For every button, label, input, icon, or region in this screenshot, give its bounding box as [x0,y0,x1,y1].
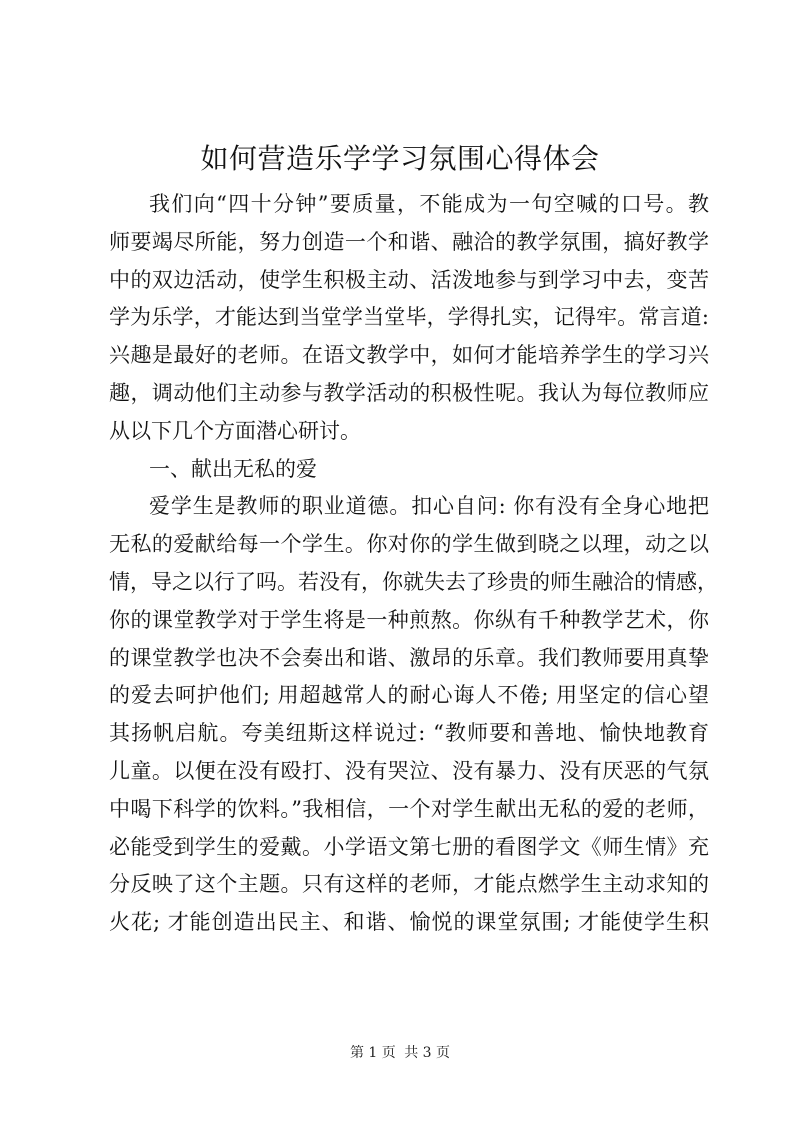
body-line: 从以下几个方面潜心研讨。 [109,418,361,443]
page-total: 共 3 页 [404,1045,451,1061]
body-line: 学为乐学，才能达到当堂学当堂毕，学得扎实，记得牢。常言道: [109,305,709,330]
section-heading: 一、献出无私的爱 [149,456,317,481]
body-line: 情，导之以行了吗。若没有，你就失去了珍贵的师生融洽的情感， [109,569,718,594]
body-line: 中喝下科学的饮料。”我相信，一个对学生献出无私的爱的老师， [109,796,709,821]
document-body [109,186,718,942]
page-footer [0,1043,800,1063]
body-line: 我们向“四十分钟”要质量，不能成为一句空喊的口号。教 [149,192,709,216]
body-line: 中的双边活动，使学生积极主动、活泼地参与到学习中去，变苦 [109,267,709,292]
body-line: 的爱去呵护他们; 用超越常人的耐心诲人不倦; 用坚定的信心望 [109,683,709,708]
body-line: 师要竭尽所能，努力创造一个和谐、融洽的教学氛围，搞好教学 [109,229,709,254]
body-line: 儿童。以便在没有殴打、没有哭泣、没有暴力、没有厌恶的气氛 [109,758,709,783]
page-number: 第 1 页 [349,1045,396,1061]
body-line: 火花; 才能创造出民主、和谐、愉悦的课堂氛围; 才能使学生积 [109,910,709,935]
body-line: 趣，调动他们主动参与教学活动的积极性呢。我认为每位教师应 [109,380,709,405]
body-line: 的课堂教学也决不会奏出和谐、激昂的乐章。我们教师要用真挚 [109,645,709,670]
document-title: 如何营造乐学学习氛围心得体会 [200,142,600,175]
body-line: 无私的爱献给每一个学生。你对你的学生做到晓之以理，动之以 [109,532,709,557]
body-line: 兴趣是最好的老师。在语文教学中，如何才能培养学生的学习兴 [109,343,709,368]
body-line: 必能受到学生的爱戴。小学语文第七册的看图学文《师生情》充 [109,834,709,859]
body-line: 分反映了这个主题。只有这样的老师，才能点燃学生主动求知的 [109,872,709,897]
body-line: 其扬帆启航。夸美纽斯这样说过: “教师要和善地、愉快地教育 [109,721,709,746]
body-line: 你的课堂教学对于学生将是一种煎熬。你纵有千种教学艺术，你 [109,607,709,632]
body-line: 爱学生是教师的职业道德。扣心自问: 你有没有全身心地把 [149,494,709,519]
